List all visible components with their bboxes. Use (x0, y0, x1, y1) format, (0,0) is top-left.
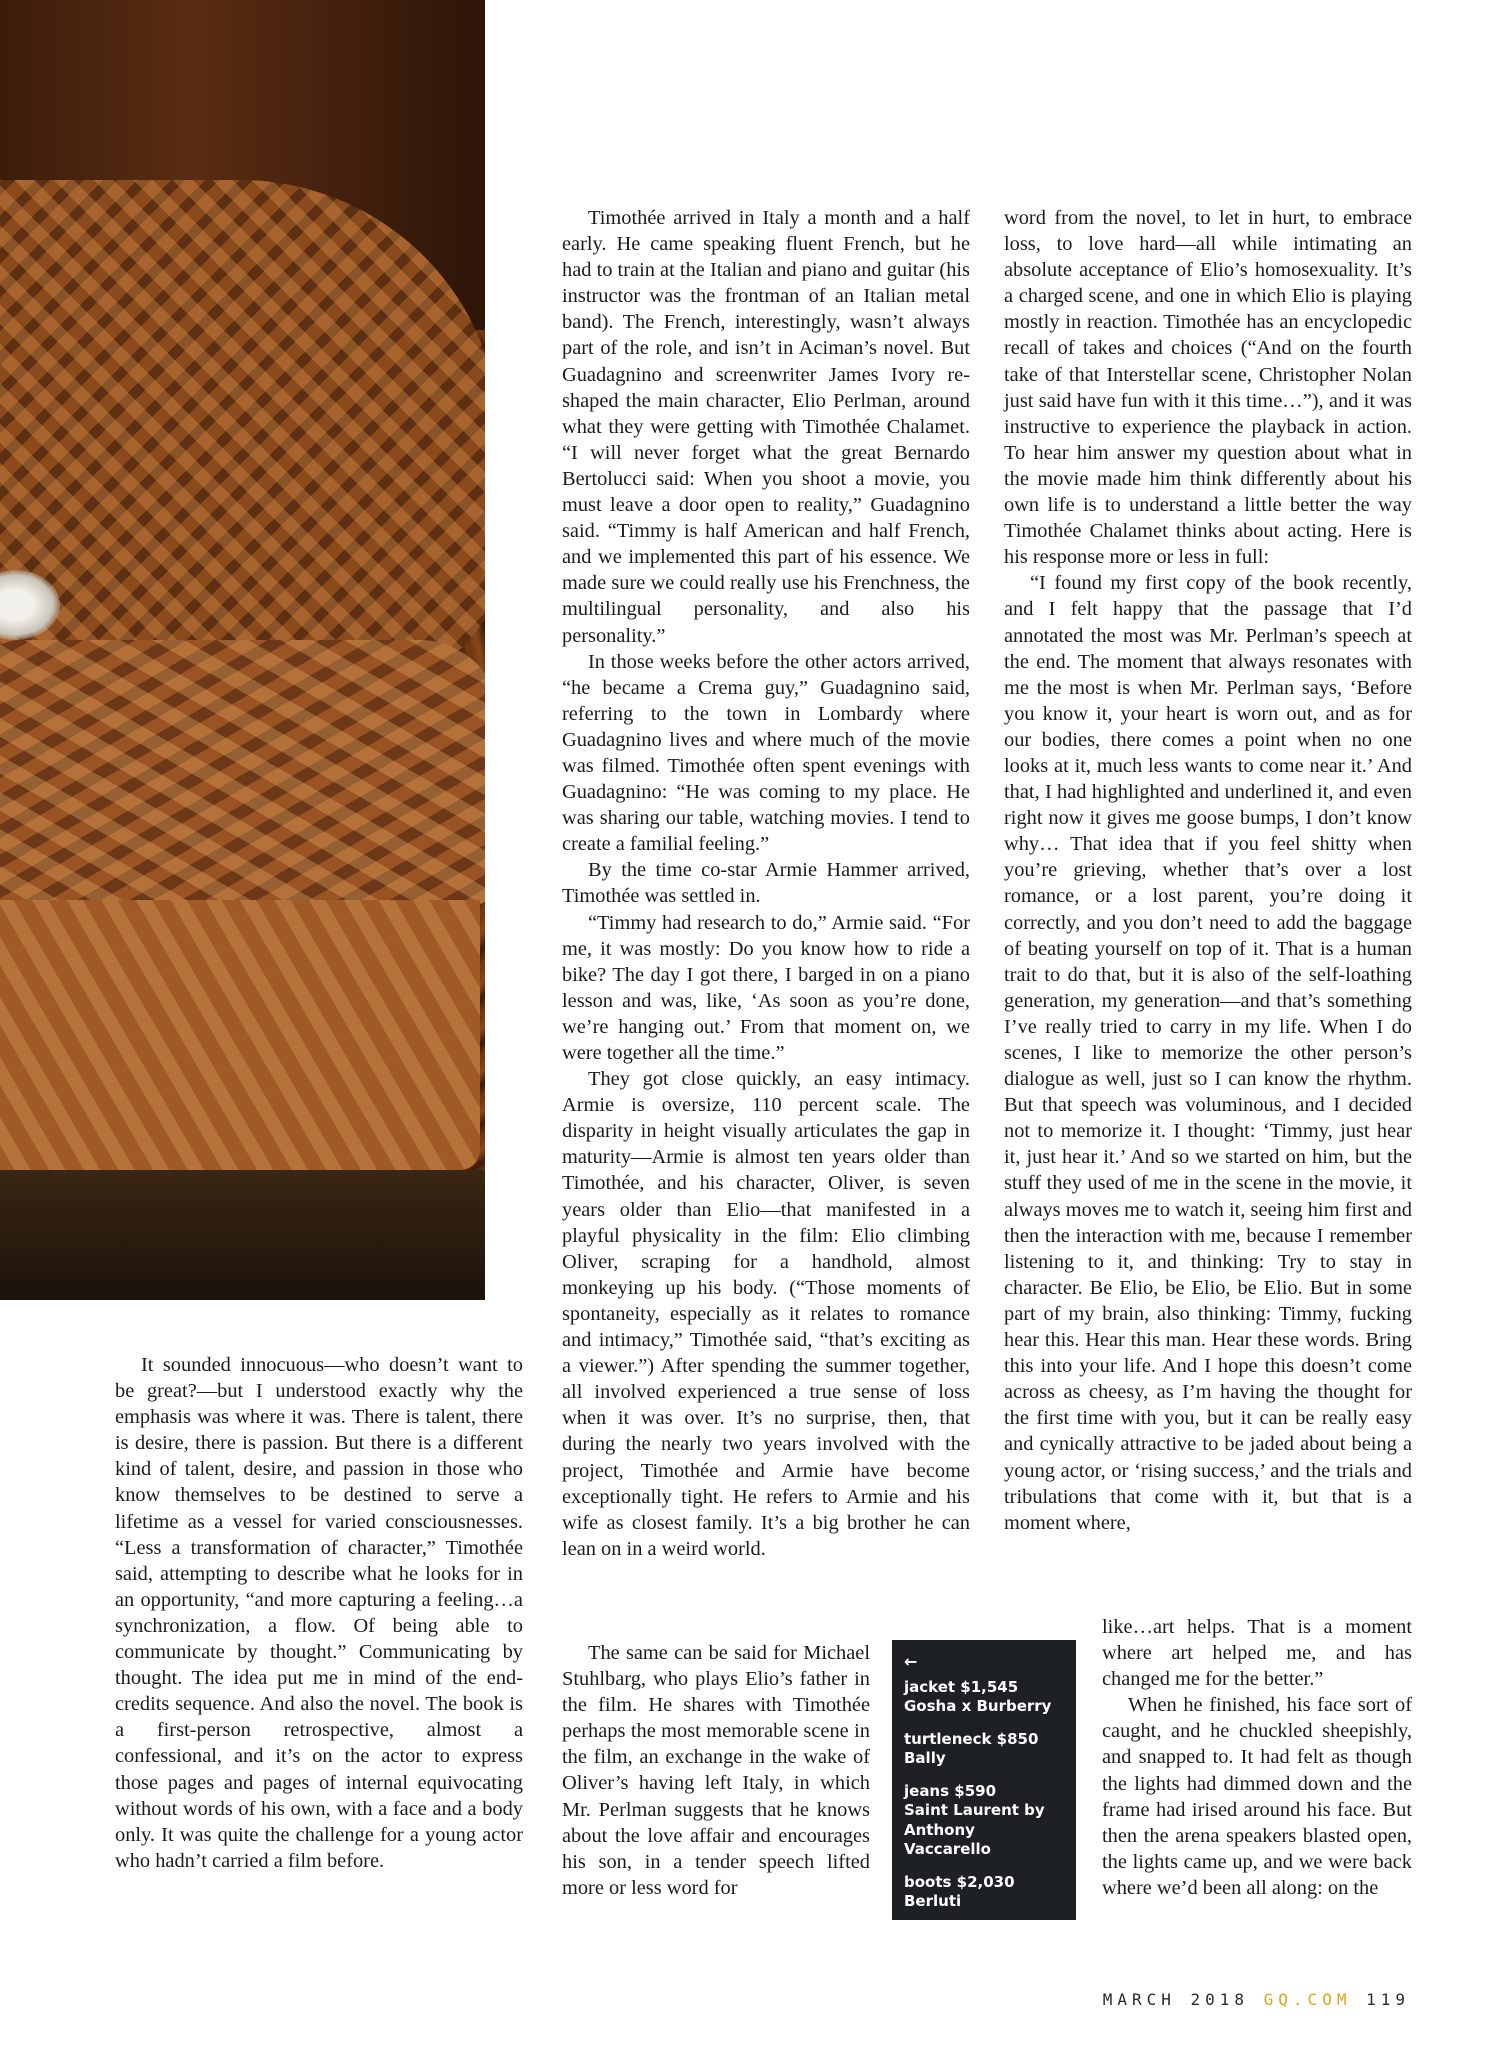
photo-sofa-seat (0, 640, 485, 910)
paragraph: Timothée arrived in Italy a month and a half early. He came speaking fluent French, but he had to train at the Italian and piano and guitar (his instructor was the frontman of an Italian metal band). The French, interestingly, wasn’t always part of the role, and isn’t in Aciman’s novel. But Guadagnino and screenwriter James Ivory re-shaped the main character, Elio Perlman, around what they were getting with Timothée Chalamet. “I will never forget what the great Bernardo Bertolucci said: When you shoot a movie, you must leave a door open to reality,” Guadagnino said. “Timmy is half American and half French, and we implemented this part of his essence. We made sure we could really use his Frenchness, the multilingual personality, and also his personality.” (562, 207, 970, 647)
photo-floor (0, 1170, 485, 1300)
paragraph: “Timmy had research to do,” Armie said. “For me, it was mostly: Do you know how to ride a bike? The day I got there, I barged in on a piano lesson and was, like, ‘As soon as you’re done, we’re hanging out.’ From that moment on, we were together all the time.” (562, 911, 970, 1064)
paragraph: By the time co-star Armie Hammer arrived, Timothée was settled in. (562, 859, 970, 908)
column-3 (1004, 205, 1412, 1536)
fashion-credits-box (892, 1640, 1076, 1920)
paragraph: The same can be said for Michael Stuhlbarg, who plays Elio’s father in the film. He shares with Timothée perhaps the most memorable scene in the film, an exchange in the wake of Oliver’s having left Italy, in which Mr. Perlman suggests that he knows about the love affair and encourages his son, in a tender speech lifted more or less word for (562, 1642, 870, 1899)
folio-site: GQ.COM (1263, 1990, 1352, 2009)
credit-item (904, 1873, 1064, 1912)
column-3-continued (1102, 1614, 1412, 1901)
credit-brand: Saint Laurent by Anthony Vaccarello (904, 1801, 1045, 1858)
column-2 (562, 205, 970, 1562)
paragraph: word from the novel, to let in hurt, to embrace loss, to love hard—all while intimating an absolute acceptance of Elio’s homosexuality. It’s a charged scene, and one in which Elio is playing mostly in reaction. Timothée has an encyclopedic recall of takes and choices (“And on the fourth take of that Interstellar scene, Christopher Nolan just said have fun with it this time…”), and it was instructive to experience the playback in action. To hear him answer my question about what in the movie made him think differently about his own life is to understand a little better the way Timothée Chalamet thinks about acting. Here is his response more or less in full: (1004, 207, 1412, 569)
paragraph: “I found my first copy of the book recently, and I felt happy that the passage that I’d annotated the most was Mr. Perlman’s speech at the end. The moment that always resonates with me the most is when Mr. Perlman says, ‘Before you know it, your heart is worn out, and as for our bodies, there comes a point when no one looks at it, much less wants to come near it.’ And that, I had highlighted and underlined it, and even right now it gives me goose bumps, I don’t know why… That idea that if you feel shitty when you’re grieving, whether that’s over a lost romance, or a lost parent, you’re doing it correctly, and you don’t need to add the baggage of beating yourself on top of it. That is a human trait to do that, but it is also of the self-loathing generation, my generation—and that’s something I’ve really tried to carry in my life. When I do scenes, I like to memorize the other person’s dialogue as well, just so I can know the rhythm. But that speech was voluminous, and I decided not to memorize it. I thought: ‘Timmy, just hear it, just hear it.’ And so we started on him, but the stuff they used of me in the scene in the movie, it always moves me to watch it, seeing him first and then the interaction with me, because I remember listening to it, and thinking: Try to stay in character. Be Elio, be Elio, be Elio. But in some part of my brain, also thinking: Timmy, fucking hear this. Hear this man. Hear these words. Bring this into your life. And I hope this doesn’t come across as cheesy, as I’m having the thought for the first time with you, but it can be really easy and cynically attractive to be jaded about being a young actor, or ‘rising success,’ and the trials and tribulations that come with it, but that is a moment where, (1004, 572, 1412, 1534)
arrow-left-icon: ← (904, 1652, 918, 1671)
paragraph: When he finished, his face sort of caught, and he chuckled sheepishly, and snapped to. It had felt as though the lights had dimmed down and the frame had irised around his face. But then the arena speakers blasted open, the lights came up, and we were back where we’d been all along: on the (1102, 1694, 1412, 1899)
photo-sofa-base (0, 900, 480, 1170)
credit-price: jacket $1,545 (904, 1677, 1019, 1696)
photo-sofa (0, 0, 485, 1300)
paragraph: like…art helps. That is a moment where art helped me, and has changed me for the better.” (1102, 1616, 1412, 1691)
folio-date: MARCH 2018 (1102, 1990, 1250, 2009)
credit-brand: Gosha x Burberry (904, 1697, 1052, 1715)
credit-item (904, 1782, 1064, 1860)
page-folio (1103, 1990, 1410, 2009)
credit-price: jeans $590 (904, 1781, 997, 1800)
paragraph: It sounded innocuous—who doesn’t want to be great?—but I understood exactly why the emphasis was where it was. There is talent, there is desire, there is passion. But there is a different kind of talent, desire, and passion in those who know themselves to be destined to serve a lifetime as a vessel for varied consciousnesses. “Less a transformation of character,” Timothée said, attempting to describe what he looks for in an opportunity, “and more capturing a feeling…a synchronization, a flow. Of being able to communicate by thought.” Communicating by thought. The idea put me in mind of the end-credits sequence. And also the novel. The book is a first-person retrospective, almost a confessional, and it’s on the actor to express those pages and pages of internal equivocating without words of his own, with a face and a body only. It was quite the challenge for a young actor who hadn’t carried a film before. (115, 1354, 523, 1872)
column-1 (115, 1352, 523, 1874)
credit-brand: Bally (904, 1749, 946, 1767)
paragraph: They got close quickly, an easy intimacy. Armie is oversize, 110 percent scale. The disparity in height visually articulates the gap in maturity—Armie is almost ten years older than Timothée, and his character, Oliver, is seven years older than Elio—that manifested in a playful physicality in the film: Elio climbing Oliver, scraping for a handhold, almost monkeying up his body. (“Those moments of spontaneity, especially as it relates to romance and intimacy,” Timothée said, “that’s exciting as a viewer.”) After spending the summer together, all involved experienced a true sense of loss when it was over. It’s no surprise, then, that during the nearly two years involved with the project, Timothée and Armie have become exceptionally tight. He refers to Armie and his wife as closest family. It’s a big brother he can lean on in a weird world. (562, 1068, 970, 1560)
credit-price: boots $2,030 (904, 1872, 1015, 1891)
column-2-continued (562, 1640, 870, 1901)
paragraph: In those weeks before the other actors arrived, “he became a Crema guy,” Guadagnino said, referring to the town in Lombardy where Guadagnino lives and where much of the movie was filmed. Timothée often spent evenings with Guadagnino: “He was coming to my place. He was sharing our table, watching movies. I tend to create a familial feeling.” (562, 650, 970, 856)
folio-page-number: 119 (1366, 1990, 1410, 2009)
credit-brand: Berluti (904, 1892, 962, 1910)
credit-item (904, 1678, 1064, 1717)
credit-price: turtleneck $850 (904, 1729, 1039, 1748)
credit-item (904, 1730, 1064, 1769)
photo-sofa-back (0, 180, 485, 680)
